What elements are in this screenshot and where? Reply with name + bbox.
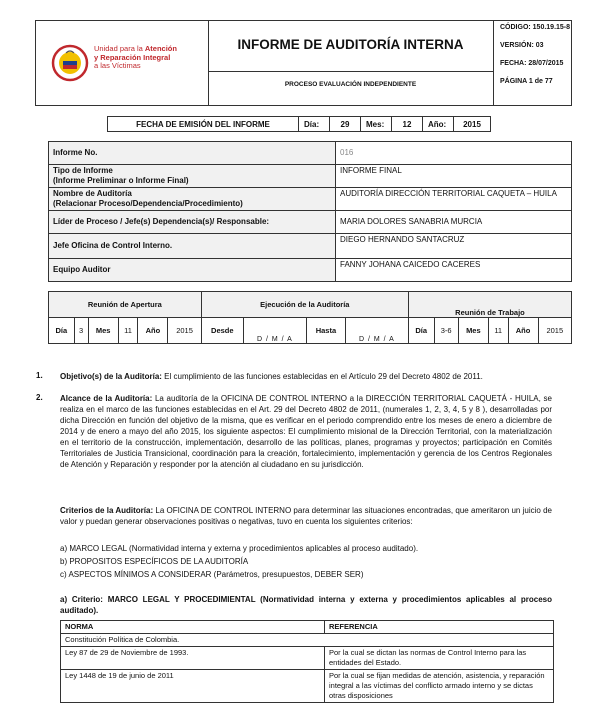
scope-paragraph: Alcance de la Auditoría: La auditoría de la OFICINA DE CONTROL INTERNO a la DIRECCIÓN TERRITORIAL CAQUETÁ - HUILA, se realiza en el marco de las funciones establecidas en el Art. 29 del Decreto 4802 de 2011, (numerales 1, 2, 3, 4, 5 y 8 ), desarrolladas por dicha Dirección en función del objetivo de la misma, que es verificar en el periodo comprendido entre los meses de enero a diciembre de 2014 y de enero a mayo del año 2015, los siguiente aspectos: El cumplimiento misional de la Dirección Territorial, con la materialización en el territorio de la construcción, implementación, desarrollo de las políticas, planes, programas y proyectos; participación en Comités Territoriales de Justicia Transicional, coordinación para la creación, fortalecimiento, implementación y gerencia de los Centros Regionales de Atención y Reparación y responder por la atención al ciudadano en su jurisdicción.	[60, 394, 552, 469]
fecha: FECHA: 28/07/2015	[500, 60, 564, 67]
row-value: AUDITORÍA DIRECCIÓN TERRITORIAL CAQUETA – HUILA	[336, 188, 572, 211]
day-value: 29	[330, 117, 361, 132]
row-value: 016	[336, 142, 572, 165]
section-row: Constitución Política de Colombia.	[61, 634, 554, 647]
table-row	[49, 142, 572, 165]
year-label: Año:	[423, 117, 454, 132]
execution-header: Ejecución de la Auditoría	[201, 292, 408, 318]
opening-month: 11	[118, 318, 138, 344]
day-label: Día	[49, 318, 75, 344]
table-row	[49, 211, 572, 234]
month-label: Mes	[458, 318, 488, 344]
version: VERSIÓN: 03	[500, 42, 544, 49]
reference-cell: Por la cual se dictan las normas de Control Interno para las entidades del Estado.	[325, 647, 554, 670]
norms-table	[60, 620, 554, 703]
from-label: Desde	[201, 318, 243, 344]
work-month: 11	[488, 318, 508, 344]
criteria-a: a) MARCO LEGAL (Normatividad interna y externa y procedimientos aplicables al proceso auditado).	[60, 544, 419, 553]
issue-date-table	[107, 116, 491, 132]
audit-info-table	[48, 141, 572, 282]
item-number: 1.	[36, 371, 43, 380]
table-row	[49, 188, 572, 211]
table-row	[49, 234, 572, 259]
row-label: Equipo Auditor	[49, 259, 336, 282]
row-label: Jefe Oficina de Control Interno.	[49, 234, 336, 259]
divider	[208, 71, 493, 72]
process-name: PROCESO EVALUACIÓN INDEPENDIENTE	[284, 81, 417, 88]
day-label: Día	[408, 318, 434, 344]
year-label: Año	[138, 318, 168, 344]
criteria-c: c) ASPECTOS MÍNIMOS A CONSIDERAR (Parámetros, presupuestos, DEBER SER)	[60, 570, 364, 579]
day-label: Día:	[299, 117, 330, 132]
criteria-paragraph: Criterios de la Auditoría: La OFICINA DE CONTROL INTERNO para determinar las situaciones encontradas, que ameritaron un juicio de valor y puedan generar observaciones positivas o negativas, tuvo en cuenta los siguientes criterios:	[60, 506, 552, 526]
column-header-norma: NORMA	[61, 621, 325, 634]
row-label: Informe No.	[49, 142, 336, 165]
table-header-row	[61, 621, 554, 634]
pagina: PÁGINA 1 de 77	[500, 78, 553, 85]
document-header	[35, 20, 572, 106]
year-label: Año	[508, 318, 538, 344]
criteria-b: b) PROPOSITOS ESPECÍFICOS DE LA AUDITORÍA	[60, 557, 249, 566]
agency-name: Unidad para la Atención y Reparación Integral a las Víctimas	[94, 44, 177, 70]
opening-day: 3	[74, 318, 88, 344]
coat-of-arms-icon	[50, 43, 90, 83]
objective-paragraph: Objetivo(s) de la Auditoría: El cumplimiento de las funciones establecidas en el Artículo 29 del Decreto 4802 de 2011.	[60, 372, 483, 381]
year-value: 2015	[454, 117, 491, 132]
opening-year: 2015	[168, 318, 201, 344]
item-number: 2.	[36, 393, 43, 402]
table-row	[49, 165, 572, 188]
logo-cell	[36, 21, 209, 105]
table-row	[61, 634, 554, 647]
row-label: Tipo de Informe (Informe Preliminar o Informe Final)	[49, 165, 336, 188]
row-value: FANNY JOHANA CAICEDO CACERES	[336, 259, 572, 282]
norm-cell: Ley 87 de 29 de Noviembre de 1993.	[61, 647, 325, 670]
row-label: Líder de Proceso / Jefe(s) Dependencia(s)/ Responsable:	[49, 211, 336, 234]
criterion-a-title: a) Criterio: MARCO LEGAL Y PROCEDIMIENTAL (Normatividad interna y externa y procedimientos aplicables al proceso auditado).	[60, 595, 552, 615]
document-title: INFORME DE AUDITORÍA INTERNA	[237, 37, 464, 52]
reference-cell: Por la cual se fijan medidas de atención, asistencia, y reparación integral a las víctimas del conflicto armado interno y se dictas otras disposiciones	[325, 670, 554, 703]
meetings-table	[48, 291, 572, 344]
table-row	[61, 647, 554, 670]
opening-meeting-header: Reunión de Apertura	[49, 292, 202, 318]
to-label: Hasta	[306, 318, 345, 344]
table-row	[49, 259, 572, 282]
work-day: 3-6	[434, 318, 458, 344]
to-date: D / M / A	[345, 318, 408, 344]
row-label: Nombre de Auditoría (Relacionar Proceso/Dependencia/Procedimiento)	[49, 188, 336, 211]
issue-date-label: FECHA DE EMISIÓN DEL INFORME	[108, 117, 299, 132]
work-year: 2015	[538, 318, 571, 344]
month-label: Mes	[88, 318, 118, 344]
codigo: CÓDIGO: 150.19.15-8	[500, 24, 571, 31]
month-value: 12	[392, 117, 423, 132]
column-header-referencia: REFERENCIA	[325, 621, 554, 634]
table-row	[61, 670, 554, 703]
from-date: D / M / A	[243, 318, 306, 344]
norm-cell: Ley 1448 de 19 de junio de 2011	[61, 670, 325, 703]
document-meta	[494, 21, 572, 105]
title-cell	[208, 21, 494, 105]
row-value: DIEGO HERNANDO SANTACRUZ	[336, 234, 572, 259]
row-value: INFORME FINAL	[336, 165, 572, 188]
work-meeting-header: Reunión de Trabajo	[408, 292, 571, 318]
month-label: Mes:	[361, 117, 392, 132]
row-value: MARIA DOLORES SANABRIA MURCIA	[336, 211, 572, 234]
